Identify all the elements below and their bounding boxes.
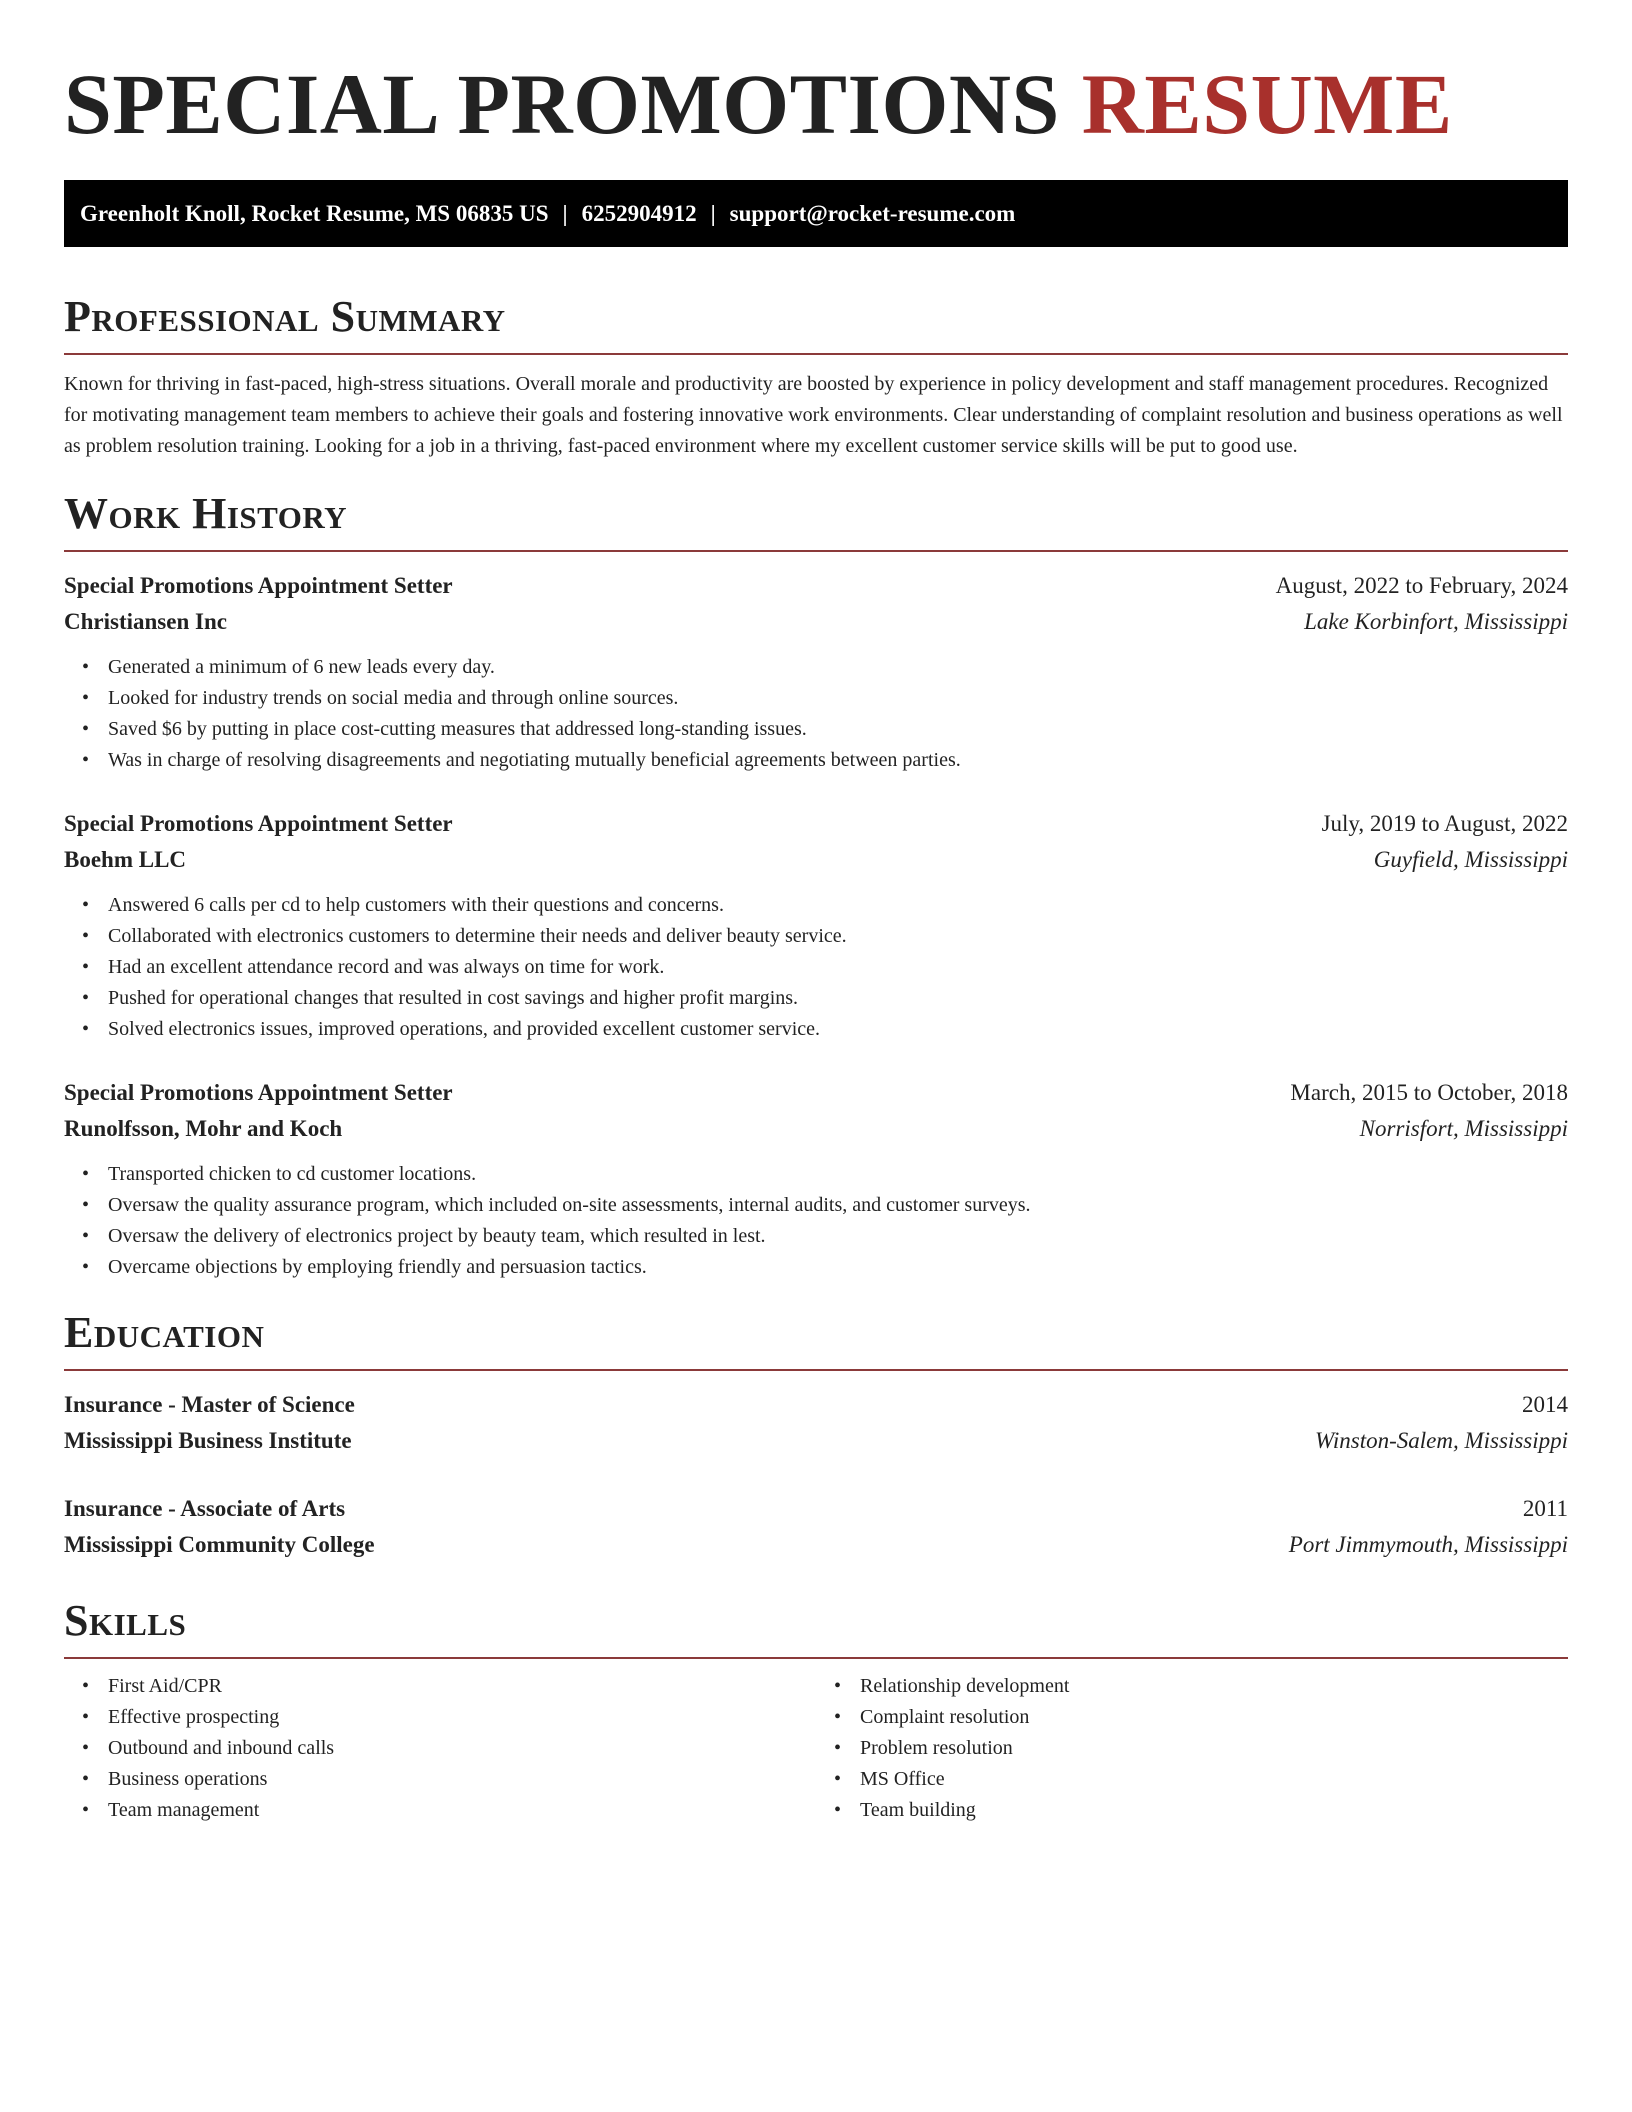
job-bullet: • Transported chicken to cd customer locations. <box>108 1159 1568 1190</box>
job-bullet: • Solved electronics issues, improved operations, and provided excellent customer service. <box>108 1014 1568 1045</box>
education-school-row <box>64 1423 1568 1459</box>
education-degree: Insurance - Master of Science <box>64 1392 355 1417</box>
job-bullet: • Had an excellent attendance record and was always on time for work. <box>108 952 1568 983</box>
skill-item: • MS Office <box>860 1764 1568 1795</box>
job-company: Runolfsson, Mohr and Koch <box>64 1116 343 1141</box>
work-history-heading: Work History <box>64 489 348 538</box>
skill-item: • Team building <box>860 1795 1568 1826</box>
job-title: Special Promotions Appointment Setter <box>64 1080 453 1105</box>
summary-text: Known for thriving in fast-paced, high-stress situations. Overall morale and productivity are boosted by experience in policy development and staff management procedures. Recognized for motivating management team members to achieve their goals and fostering innovative work environments. Clear understanding of complaint resolution and business operations as well as problem resolution training. Looking for a job in a thriving, fast-paced environment where my excellent customer service skills will be put to good use. <box>64 373 1563 457</box>
skill-item: • Effective prospecting <box>108 1702 816 1733</box>
job-company: Boehm LLC <box>64 847 187 872</box>
section-divider <box>64 1657 1568 1659</box>
job-bullet: • Oversaw the quality assurance program, which included on-site assessments, internal audits, and customer surveys. <box>108 1190 1568 1221</box>
job-company: Christiansen Inc <box>64 609 227 634</box>
resume-title <box>64 54 1568 154</box>
job-company-row <box>64 1111 1568 1147</box>
contact-separator: | <box>710 201 716 226</box>
job-dates: March, 2015 to October, 2018 <box>1290 1080 1568 1105</box>
job-bullets <box>64 652 1568 776</box>
job-bullets <box>64 1159 1568 1283</box>
job-header-row <box>64 568 1568 604</box>
job-entry <box>64 568 1568 776</box>
title-main: SPECIAL PROMOTIONS <box>64 56 1060 152</box>
skill-item: • Problem resolution <box>860 1733 1568 1764</box>
education-year: 2014 <box>1522 1392 1568 1417</box>
section-divider <box>64 550 1568 552</box>
job-entry <box>64 806 1568 1045</box>
skill-item: • Team management <box>108 1795 816 1826</box>
education-heading: Education <box>64 1308 265 1357</box>
skills-grid <box>64 1671 1568 1826</box>
skill-item: • Relationship development <box>860 1671 1568 1702</box>
job-company-row <box>64 842 1568 878</box>
job-dates: July, 2019 to August, 2022 <box>1321 811 1568 836</box>
skill-item: • Complaint resolution <box>860 1702 1568 1733</box>
job-location: Guyfield, Mississippi <box>1373 847 1568 872</box>
section-divider <box>64 353 1568 355</box>
work-history-section <box>64 486 1568 1283</box>
job-company-row <box>64 604 1568 640</box>
job-bullet: • Answered 6 calls per cd to help customers with their questions and concerns. <box>108 890 1568 921</box>
contact-address: Greenholt Knoll, Rocket Resume, MS 06835 US <box>80 201 549 226</box>
job-header-row <box>64 806 1568 842</box>
job-bullet: • Generated a minimum of 6 new leads every day. <box>108 652 1568 683</box>
job-bullet: • Looked for industry trends on social media and through online sources. <box>108 683 1568 714</box>
summary-heading: Professional Summary <box>64 292 506 341</box>
education-school: Mississippi Community College <box>64 1532 375 1557</box>
job-entry <box>64 1075 1568 1283</box>
education-header-row <box>64 1491 1568 1527</box>
job-bullet: • Oversaw the delivery of electronics project by beauty team, which resulted in lest. <box>108 1221 1568 1252</box>
section-divider <box>64 1369 1568 1371</box>
education-entry <box>64 1491 1568 1563</box>
education-degree: Insurance - Associate of Arts <box>64 1496 346 1521</box>
education-section <box>64 1305 1568 1563</box>
job-location: Norrisfort, Mississippi <box>1359 1116 1568 1141</box>
skills-column-left <box>64 1671 816 1826</box>
summary-section <box>64 289 1568 462</box>
skill-item: • Business operations <box>108 1764 816 1795</box>
education-entry <box>64 1387 1568 1459</box>
job-bullet: • Overcame objections by employing friendly and persuasion tactics. <box>108 1252 1568 1283</box>
education-year: 2011 <box>1522 1496 1568 1521</box>
education-location: Port Jimmymouth, Mississippi <box>1288 1532 1568 1557</box>
job-header-row <box>64 1075 1568 1111</box>
education-header-row <box>64 1387 1568 1423</box>
skills-section <box>64 1593 1568 1826</box>
job-location: Lake Korbinfort, Mississippi <box>1304 609 1568 634</box>
education-school-row <box>64 1527 1568 1563</box>
skill-item: • First Aid/CPR <box>108 1671 816 1702</box>
job-bullet: • Collaborated with electronics customers to determine their needs and deliver beauty service. <box>108 921 1568 952</box>
job-bullet: • Was in charge of resolving disagreements and negotiating mutually beneficial agreements between parties. <box>108 745 1568 776</box>
job-bullets <box>64 890 1568 1045</box>
job-bullet: • Saved $6 by putting in place cost-cutting measures that addressed long-standing issues. <box>108 714 1568 745</box>
job-title: Special Promotions Appointment Setter <box>64 811 453 836</box>
skill-item: • Outbound and inbound calls <box>108 1733 816 1764</box>
job-dates: August, 2022 to February, 2024 <box>1275 573 1568 598</box>
education-location: Winston-Salem, Mississippi <box>1314 1428 1568 1453</box>
skills-heading: Skills <box>64 1596 187 1645</box>
job-title: Special Promotions Appointment Setter <box>64 573 453 598</box>
contact-phone[interactable]: 6252904912 <box>581 201 697 226</box>
job-bullet: • Pushed for operational changes that resulted in cost savings and higher profit margins. <box>108 983 1568 1014</box>
contact-separator: | <box>562 201 568 226</box>
education-school: Mississippi Business Institute <box>64 1428 352 1453</box>
contact-bar <box>64 180 1568 247</box>
title-accent: RESUME <box>1081 56 1453 152</box>
skills-column-right <box>816 1671 1568 1826</box>
contact-email[interactable]: support@rocket-resume.com <box>729 201 1016 226</box>
